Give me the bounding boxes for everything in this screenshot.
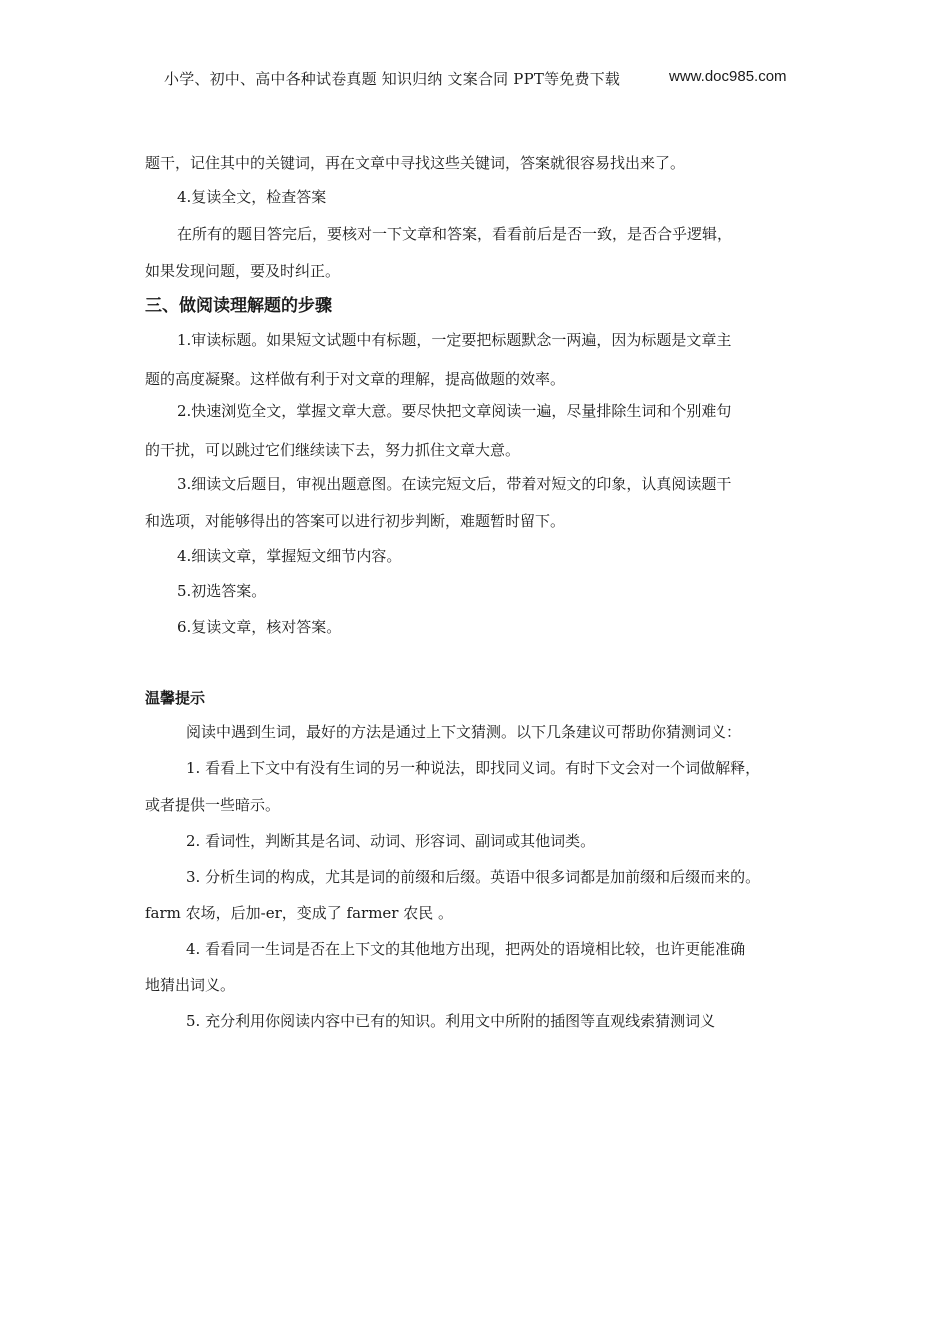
step-line: 5.初选答案。 bbox=[177, 582, 267, 600]
tip-line: 地猜出词义。 bbox=[145, 976, 236, 994]
tip-line: 4. 看看同一生词是否在上下文的其他地方出现，把两处的语境相比较，也许更能准确 bbox=[186, 940, 746, 958]
section-heading: 三、做阅读理解题的步骤 bbox=[145, 296, 332, 316]
step-line: 1.审读标题。如果短文试题中有标题，一定要把标题默念一两遍，因为标题是文章主 bbox=[177, 331, 732, 349]
step-line: 6.复读文章，核对答案。 bbox=[177, 618, 342, 636]
step-line: 4.细读文章，掌握短文细节内容。 bbox=[177, 547, 402, 565]
tip-line: 1. 看看上下文中有没有生词的另一种说法，即找同义词。有时下文会对一个词做解释， bbox=[186, 759, 761, 777]
step-line: 的干扰，可以跳过它们继续读下去，努力抓住文章大意。 bbox=[145, 441, 521, 459]
step-line: 题的高度凝聚。这样做有利于对文章的理解，提高做题的效率。 bbox=[145, 370, 566, 388]
tip-line: farm 农场，后加-er，变成了 farmer 农民 。 bbox=[145, 904, 454, 922]
header-text: 小学、初中、高中各种试卷真题 知识归纳 文案合同 PPT等免费下载 bbox=[164, 70, 621, 88]
tip-line: 2. 看词性，判断其是名词、动词、形容词、副词或其他词类。 bbox=[186, 832, 596, 850]
paragraph-line: 题干，记住其中的关键词，再在文章中寻找这些关键词，答案就很容易找出来了。 bbox=[145, 154, 686, 172]
paragraph-line: 在所有的题目答完后，要核对一下文章和答案，看看前后是否一致，是否合乎逻辑， bbox=[177, 225, 733, 243]
header-url: www.doc985.com bbox=[669, 68, 787, 85]
step-line: 3.细读文后题目，审视出题意图。在读完短文后，带着对短文的印象，认真阅读题干 bbox=[177, 475, 732, 493]
step-line: 和选项，对能够得出的答案可以进行初步判断，难题暂时留下。 bbox=[145, 512, 566, 530]
paragraph-line: 如果发现问题，要及时纠正。 bbox=[145, 262, 341, 280]
tip-line: 3. 分析生词的构成，尤其是词的前缀和后缀。英语中很多词都是加前缀和后缀而来的。 bbox=[186, 868, 761, 886]
step-title: 4.复读全文，检查答案 bbox=[177, 188, 327, 206]
tips-intro: 阅读中遇到生词，最好的方法是通过上下文猜测。以下几条建议可帮助你猜测词义： bbox=[186, 723, 742, 741]
step-line: 2.快速浏览全文，掌握文章大意。要尽快把文章阅读一遍，尽量排除生词和个别难句 bbox=[177, 402, 732, 420]
tip-line: 5. 充分利用你阅读内容中已有的知识。利用文中所附的插图等直观线索猜测词义 bbox=[186, 1012, 716, 1030]
tip-line: 或者提供一些暗示。 bbox=[145, 796, 281, 814]
tips-title: 温馨提示 bbox=[145, 689, 206, 707]
